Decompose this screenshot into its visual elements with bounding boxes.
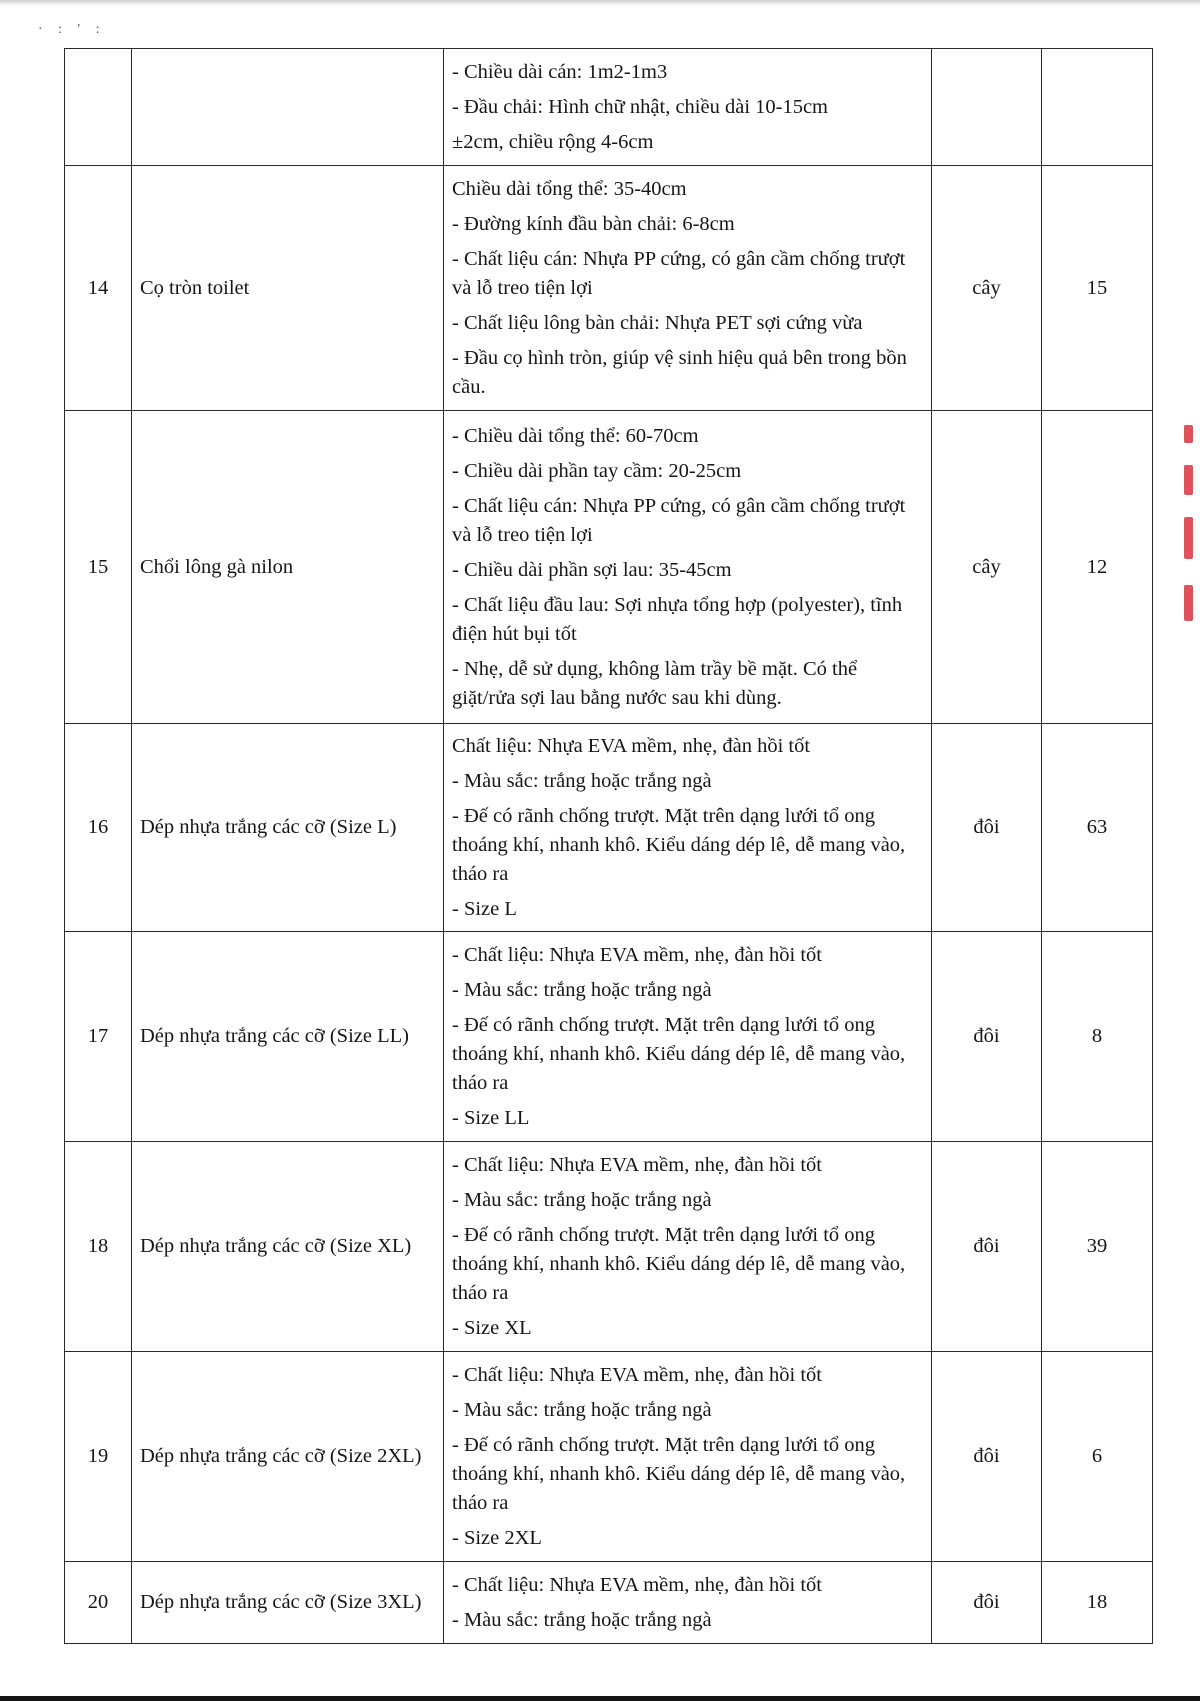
item-number: 14: [65, 166, 132, 411]
table-row: [65, 1562, 1153, 1644]
item-specification: [444, 1562, 932, 1644]
item-number: 17: [65, 932, 132, 1142]
spec-line: - Đế có rãnh chống trượt. Mặt trên dạng lưới tổ ong thoáng khí, nhanh khô. Kiểu dáng dép lê, dễ mang vào, tháo ra: [452, 1433, 906, 1514]
spec-line: - Chất liệu: Nhựa EVA mềm, nhẹ, đàn hồi tốt: [452, 1573, 823, 1596]
item-unit: đôi: [932, 724, 1042, 932]
items-table-body: [65, 49, 1153, 1644]
spec-line: - Màu sắc: trắng hoặc trắng ngà: [452, 978, 712, 1001]
item-specification: [444, 724, 932, 932]
spec-line: - Nhẹ, dễ sử dụng, không làm trầy bề mặt. Có thể giặt/rửa sợi lau bằng nước sau khi dùng.: [452, 657, 858, 709]
spec-line: Chiều dài tổng thể: 35-40cm: [452, 177, 687, 200]
table-row: [65, 932, 1153, 1142]
spec-line: - Đầu chải: Hình chữ nhật, chiều dài 10-15cm: [452, 95, 829, 118]
item-name: Dép nhựa trắng các cỡ (Size XL): [132, 1142, 444, 1352]
spec-line: - Chiều dài phần sợi lau: 35-45cm: [452, 558, 732, 581]
item-name: Dép nhựa trắng các cỡ (Size 2XL): [132, 1352, 444, 1562]
item-quantity: [1042, 49, 1153, 166]
item-number: 20: [65, 1562, 132, 1644]
item-unit: đôi: [932, 1352, 1042, 1562]
spec-line: - Chất liệu đầu lau: Sợi nhựa tổng hợp (polyester), tĩnh điện hút bụi tốt: [452, 593, 903, 645]
spec-line: - Size 2XL: [452, 1526, 542, 1549]
item-unit: [932, 49, 1042, 166]
spec-line: - Màu sắc: trắng hoặc trắng ngà: [452, 769, 712, 792]
spec-line: ±2cm, chiều rộng 4-6cm: [452, 130, 654, 153]
spec-line: Chất liệu: Nhựa EVA mềm, nhẹ, đàn hồi tốt: [452, 734, 811, 757]
item-quantity: 63: [1042, 724, 1153, 932]
spec-line: - Đế có rãnh chống trượt. Mặt trên dạng lưới tổ ong thoáng khí, nhanh khô. Kiểu dáng dép lê, dễ mang vào, tháo ra: [452, 804, 906, 885]
spec-line: - Chất liệu cán: Nhựa PP cứng, có gân cầm chống trượt và lỗ treo tiện lợi: [452, 494, 906, 546]
item-number: 19: [65, 1352, 132, 1562]
spec-line: - Màu sắc: trắng hoặc trắng ngà: [452, 1398, 712, 1421]
spec-line: - Đế có rãnh chống trượt. Mặt trên dạng lưới tổ ong thoáng khí, nhanh khô. Kiểu dáng dép lê, dễ mang vào, tháo ra: [452, 1013, 906, 1094]
item-specification: [444, 932, 932, 1142]
spec-line: - Size XL: [452, 1316, 532, 1339]
spec-line: - Màu sắc: trắng hoặc trắng ngà: [452, 1608, 712, 1631]
item-name: Dép nhựa trắng các cỡ (Size L): [132, 724, 444, 932]
item-name: Chổi lông gà nilon: [132, 411, 444, 724]
item-quantity: 39: [1042, 1142, 1153, 1352]
spec-line: - Size L: [452, 897, 517, 920]
spec-line: - Chiều dài tổng thể: 60-70cm: [452, 424, 699, 447]
items-table: [64, 48, 1153, 1644]
spec-line: - Chất liệu lông bàn chải: Nhựa PET sợi cứng vừa: [452, 311, 863, 334]
spec-line: - Chất liệu: Nhựa EVA mềm, nhẹ, đàn hồi tốt: [452, 1153, 823, 1176]
item-name: Cọ tròn toilet: [132, 166, 444, 411]
item-number: 18: [65, 1142, 132, 1352]
spec-line: - Màu sắc: trắng hoặc trắng ngà: [452, 1188, 712, 1211]
item-specification: [444, 49, 932, 166]
item-quantity: 18: [1042, 1562, 1153, 1644]
red-stamp-fragment: [1182, 425, 1196, 625]
item-quantity: 12: [1042, 411, 1153, 724]
item-specification: [444, 166, 932, 411]
item-name: Dép nhựa trắng các cỡ (Size 3XL): [132, 1562, 444, 1644]
item-unit: đôi: [932, 1142, 1042, 1352]
spec-line: - Chất liệu: Nhựa EVA mềm, nhẹ, đàn hồi tốt: [452, 943, 823, 966]
spec-line: - Chiều dài cán: 1m2-1m3: [452, 60, 668, 83]
table-row: [65, 724, 1153, 932]
spec-line: - Đường kính đầu bàn chải: 6-8cm: [452, 212, 735, 235]
table-row: [65, 49, 1153, 166]
table-row: [65, 166, 1153, 411]
table-row: [65, 1352, 1153, 1562]
item-unit: cây: [932, 411, 1042, 724]
item-number: [65, 49, 132, 166]
spec-line: - Chất liệu cán: Nhựa PP cứng, có gân cầm chống trượt và lỗ treo tiện lợi: [452, 247, 906, 299]
item-specification: [444, 411, 932, 724]
item-unit: cây: [932, 166, 1042, 411]
spec-line: - Chiều dài phần tay cầm: 20-25cm: [452, 459, 742, 482]
item-specification: [444, 1142, 932, 1352]
scan-specks: · : ' :: [38, 22, 106, 37]
item-number: 16: [65, 724, 132, 932]
scan-edge-top: [0, 0, 1200, 6]
item-name: [132, 49, 444, 166]
item-name: Dép nhựa trắng các cỡ (Size LL): [132, 932, 444, 1142]
item-unit: đôi: [932, 1562, 1042, 1644]
spec-line: - Size LL: [452, 1106, 530, 1129]
spec-line: - Đế có rãnh chống trượt. Mặt trên dạng lưới tổ ong thoáng khí, nhanh khô. Kiểu dáng dép lê, dễ mang vào, tháo ra: [452, 1223, 906, 1304]
table-row: [65, 411, 1153, 724]
item-specification: [444, 1352, 932, 1562]
scan-edge-bottom: [0, 1696, 1200, 1701]
spec-line: - Đầu cọ hình tròn, giúp vệ sinh hiệu quả bên trong bồn cầu.: [452, 346, 907, 398]
table-row: [65, 1142, 1153, 1352]
item-number: 15: [65, 411, 132, 724]
item-unit: đôi: [932, 932, 1042, 1142]
spec-line: - Chất liệu: Nhựa EVA mềm, nhẹ, đàn hồi tốt: [452, 1363, 823, 1386]
item-quantity: 15: [1042, 166, 1153, 411]
item-quantity: 8: [1042, 932, 1153, 1142]
item-quantity: 6: [1042, 1352, 1153, 1562]
